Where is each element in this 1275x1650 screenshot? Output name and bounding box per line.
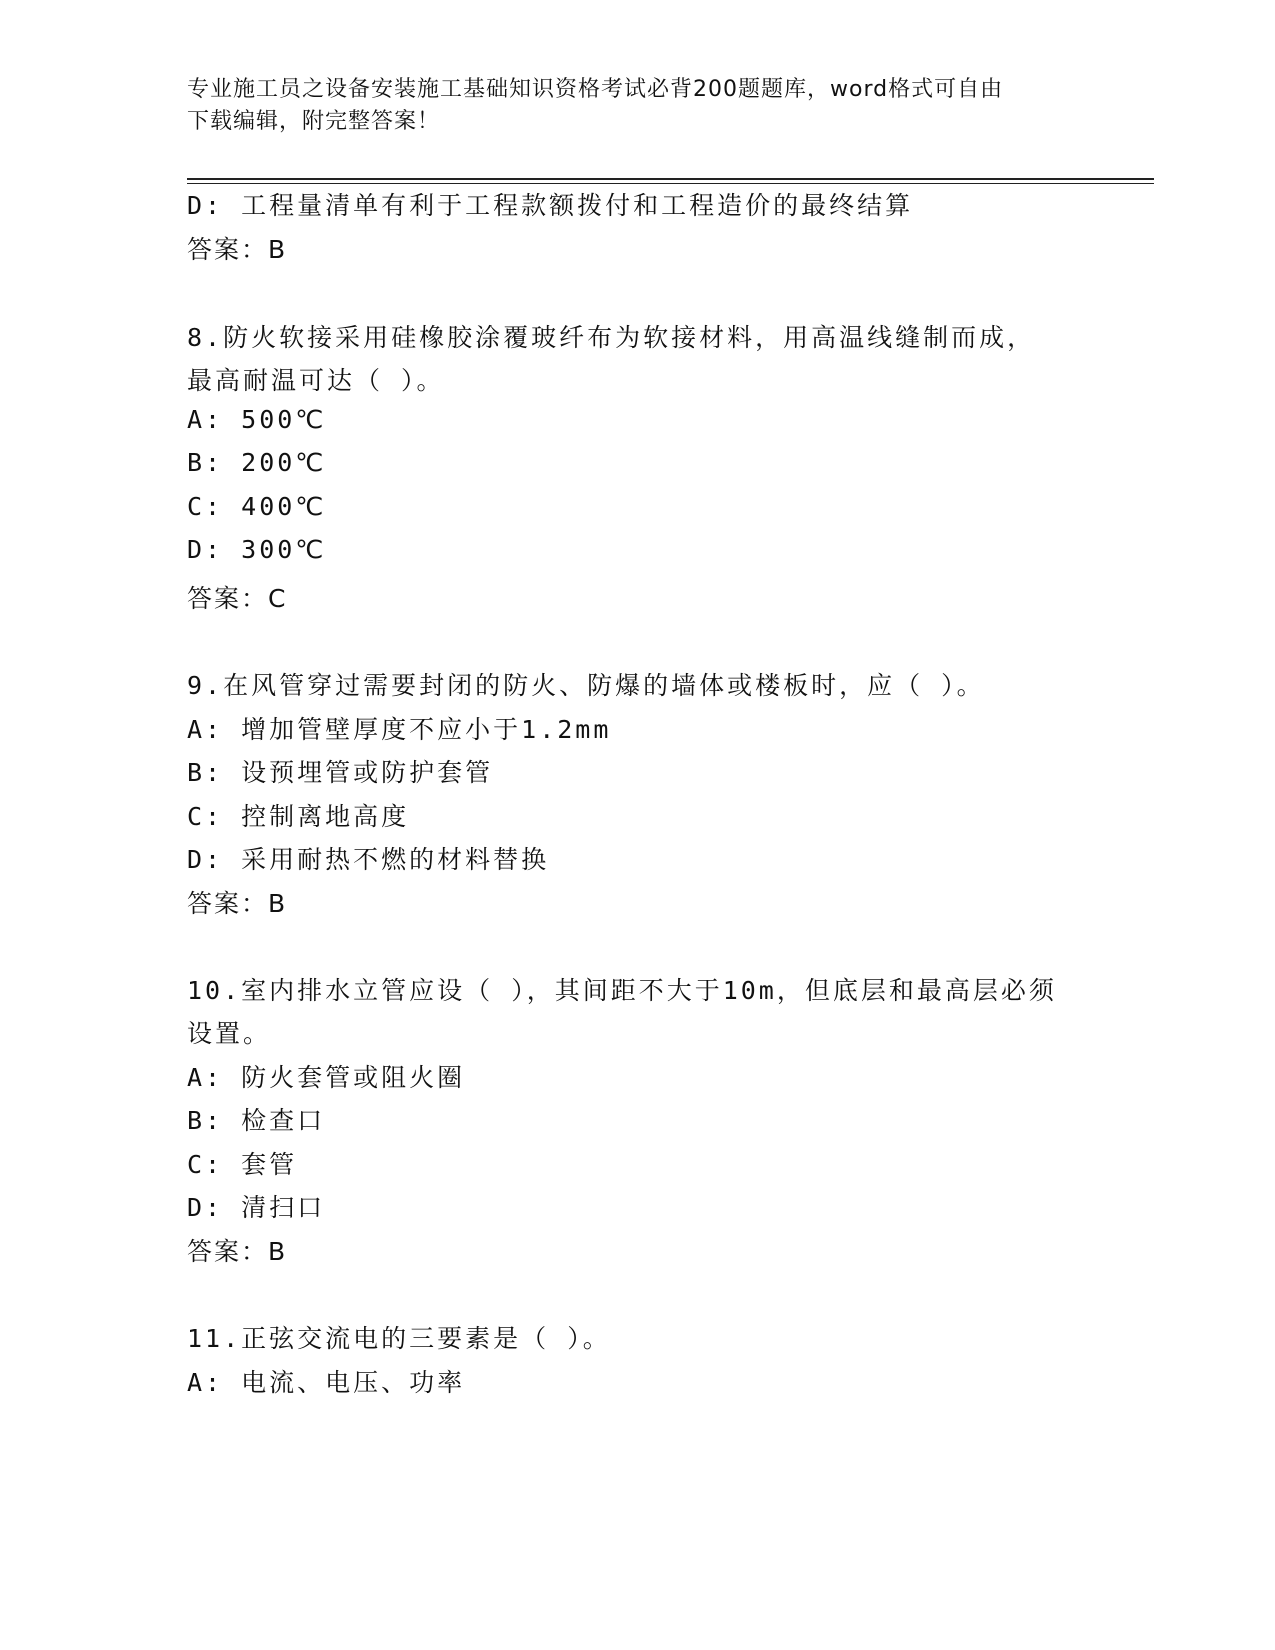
q11-stem-line-1: 11.正弦交流电的三要素是（ ）。 bbox=[187, 1324, 611, 1353]
document-header bbox=[187, 74, 1087, 138]
q10-option-c: C: 套管 bbox=[187, 1150, 298, 1179]
q10-stem-line-2: 设置。 bbox=[187, 1019, 272, 1048]
q10-answer: 答案：B bbox=[187, 1237, 288, 1266]
q8-stem-line-2: 最高耐温可达（ ）。 bbox=[187, 366, 445, 395]
header-divider-thin bbox=[187, 183, 1154, 184]
q9-option-b: B: 设预埋管或防护套管 bbox=[187, 758, 494, 787]
q9-option-a: A: 增加管壁厚度不应小于1.2mm bbox=[187, 715, 612, 744]
q8-option-c: C: 400℃ bbox=[187, 492, 327, 521]
q9-option-c: C: 控制离地高度 bbox=[187, 802, 410, 831]
q9-option-d: D: 采用耐热不燃的材料替换 bbox=[187, 845, 550, 874]
q10-option-a: A: 防火套管或阻火圈 bbox=[187, 1063, 466, 1092]
prev-option-d: D: 工程量清单有利于工程款额拨付和工程造价的最终结算 bbox=[187, 191, 914, 220]
q8-answer: 答案：C bbox=[187, 584, 288, 613]
q10-option-b: B: 检查口 bbox=[187, 1106, 326, 1135]
header-line-2: 下载编辑，附完整答案！ bbox=[187, 109, 441, 134]
q8-option-d: D: 300℃ bbox=[187, 535, 327, 564]
q11-option-a: A: 电流、电压、功率 bbox=[187, 1368, 466, 1397]
q10-stem-line-1: 10.室内排水立管应设（ ），其间距不大于10m，但底层和最高层必须 bbox=[187, 976, 1057, 1005]
prev-answer: 答案：B bbox=[187, 235, 288, 264]
q8-stem-line-1: 8.防火软接采用硅橡胶涂覆玻纤布为软接材料，用高温线缝制而成， bbox=[187, 323, 1036, 352]
q10-option-d: D: 清扫口 bbox=[187, 1193, 326, 1222]
q8-option-a: A: 500℃ bbox=[187, 405, 327, 434]
header-line-1: 专业施工员之设备安装施工基础知识资格考试必背200题题库，word格式可自由 bbox=[187, 77, 1004, 102]
q9-answer: 答案：B bbox=[187, 889, 288, 918]
header-divider-thick bbox=[187, 178, 1154, 180]
q9-stem-line-1: 9.在风管穿过需要封闭的防火、防爆的墙体或楼板时，应（ ）。 bbox=[187, 671, 985, 700]
q8-option-b: B: 200℃ bbox=[187, 448, 327, 477]
